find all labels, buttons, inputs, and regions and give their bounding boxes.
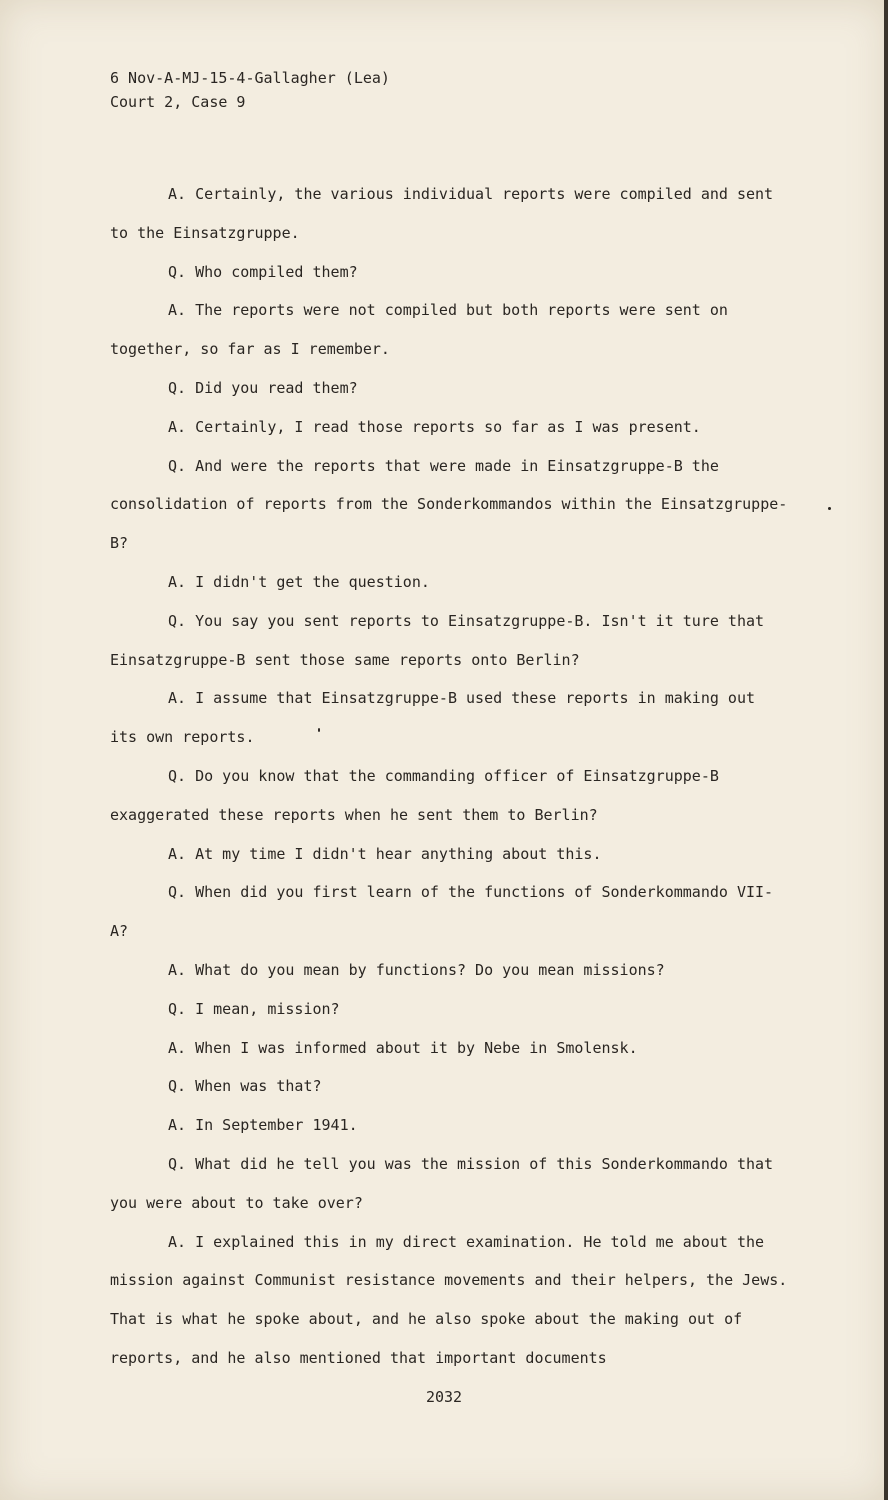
paragraph-text: When was that? (195, 1077, 322, 1096)
paragraph-text: You say you sent reports to Einsatzgruppe-B. Isn't it ture that Einsatzgruppe-B sent those same reports onto Berlin? (110, 611, 765, 669)
paragraph-text: And were the reports that were made in Einsatzgruppe-B the consolidation of reports from the Sonderkommandos within the Einsatzgruppe-B? (110, 456, 788, 553)
speaker-label: Q. (168, 1077, 187, 1096)
paragraph-text: When did you first learn of the functions of Sonderkommando VII-A? (110, 883, 774, 941)
transcript-paragraph (110, 1106, 790, 1145)
transcript-body (110, 175, 790, 1378)
speaker-label: Q. (168, 456, 187, 475)
transcript-paragraph (110, 1029, 790, 1068)
paragraph-text: I didn't get the question. (195, 572, 430, 591)
paragraph-text: At my time I didn't hear anything about this. (195, 844, 602, 863)
paragraph-text: I explained this in my direct examination. He told me about the mission against Communist resistance movements and their helpers, the Jews. That is what he spoke about, and he also spoke about the making out of reports, and he also mentioned that important documents (110, 1232, 788, 1367)
paragraph-text: Certainly, I read those reports so far as I was present. (195, 417, 701, 436)
transcript-paragraph (110, 1145, 790, 1223)
speaker-label: A. (168, 185, 187, 203)
transcript-paragraph (110, 1067, 790, 1106)
speaker-label: A. (168, 1038, 187, 1057)
speaker-label: Q. (168, 999, 187, 1018)
speaker-label: Q. (168, 883, 187, 902)
transcript-paragraph (110, 369, 790, 408)
transcript-paragraph (110, 873, 790, 951)
paragraph-text: Do you know that the commanding officer of Einsatzgruppe-B exaggerated these reports when he sent them to Berlin? (110, 766, 719, 824)
transcript-paragraph (110, 757, 790, 835)
transcript-paragraph (110, 1223, 790, 1378)
speaker-label: A. (168, 301, 187, 320)
transcript-paragraph (110, 447, 790, 563)
speaker-label: A. (168, 1232, 187, 1251)
paragraph-text: Did you read them? (195, 378, 358, 397)
document-header (110, 66, 390, 114)
transcript-paragraph (110, 253, 790, 292)
speaker-label: Q. (168, 378, 187, 397)
paragraph-text: I mean, mission? (195, 999, 340, 1018)
transcript-paragraph (110, 563, 790, 602)
transcript-paragraph (110, 951, 790, 990)
speaker-label: A. (168, 844, 187, 863)
paragraph-text: When I was informed about it by Nebe in Smolensk. (195, 1038, 638, 1057)
transcript-paragraph (110, 175, 790, 253)
paper-speck (828, 507, 831, 510)
speaker-label: Q. (168, 766, 187, 785)
transcript-paragraph (110, 679, 790, 757)
paragraph-text: Certainly, the various individual reports were compiled and sent to the Einsatzgruppe. (110, 185, 774, 242)
header-reference-line: 6 Nov-A-MJ-15-4-Gallagher (Lea) (110, 69, 390, 87)
speaker-label: A. (168, 689, 187, 708)
page-number: 2032 (425, 1388, 463, 1406)
speaker-label: A. (168, 1116, 187, 1135)
speaker-label: A. (168, 960, 187, 979)
paper-speck (318, 728, 320, 732)
speaker-label: Q. (168, 1154, 187, 1173)
transcript-paragraph (110, 291, 790, 369)
paragraph-text: I assume that Einsatzgruppe-B used these reports in making out its own reports. (110, 689, 756, 747)
paragraph-text: Who compiled them? (195, 262, 358, 281)
paragraph-text: In September 1941. (195, 1116, 358, 1135)
speaker-label: A. (168, 417, 187, 436)
transcript-paragraph (110, 990, 790, 1029)
transcript-paragraph (110, 408, 790, 447)
speaker-label: Q. (168, 611, 187, 630)
page-edge-shadow (884, 0, 888, 1500)
paragraph-text: What did he tell you was the mission of this Sonderkommando that you were about to take over? (110, 1154, 774, 1212)
speaker-label: Q. (168, 262, 187, 281)
paragraph-text: The reports were not compiled but both reports were sent on together, so far as I remember. (110, 301, 728, 359)
transcript-paragraph (110, 835, 790, 874)
header-court-line: Court 2, Case 9 (110, 93, 246, 111)
paragraph-text: What do you mean by functions? Do you mean missions? (195, 960, 665, 979)
transcript-paragraph (110, 602, 790, 680)
speaker-label: A. (168, 572, 187, 591)
